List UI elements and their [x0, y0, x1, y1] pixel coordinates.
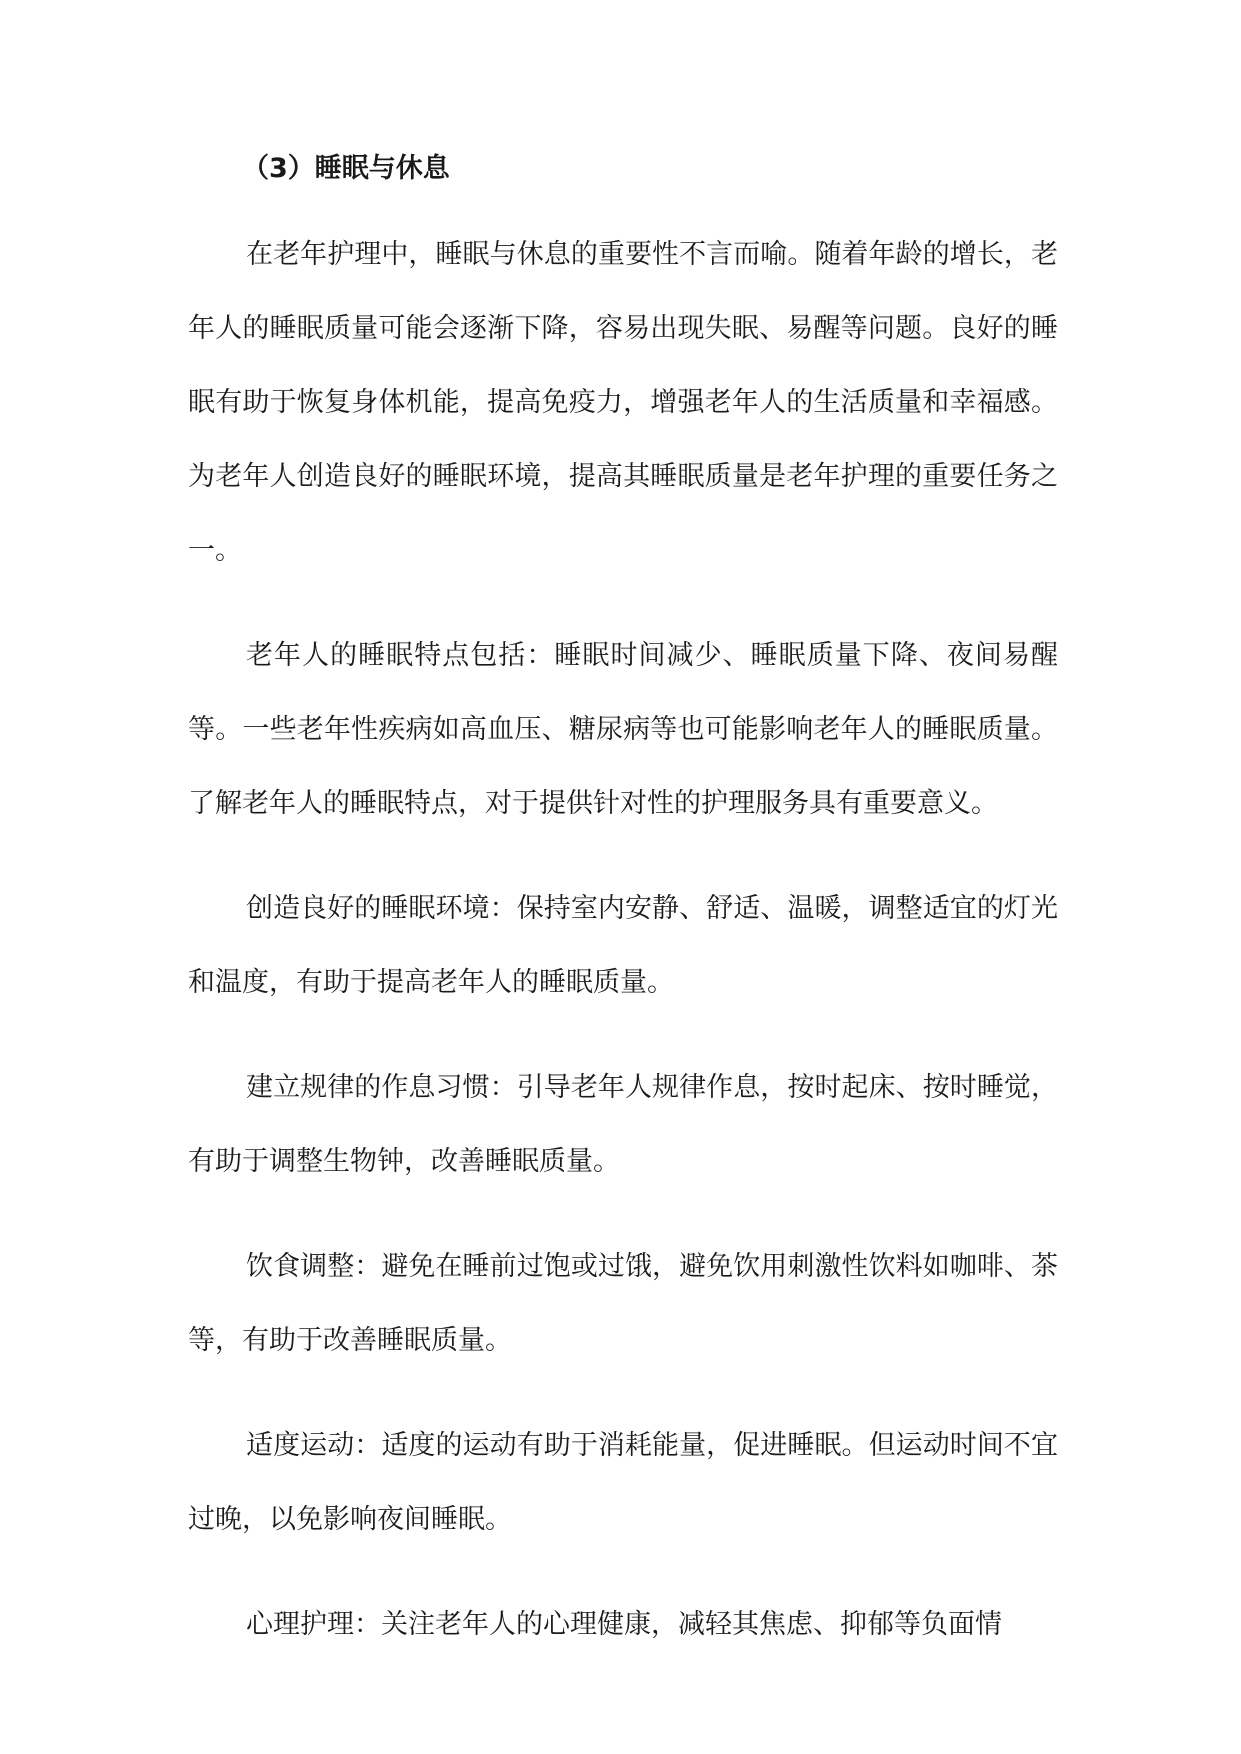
paragraph-sleep-characteristics: 老年人的睡眠特点包括：睡眠时间减少、睡眠质量下降、夜间易醒等。一些老年性疾病如高血压、糖尿病等也可能影响老年人的睡眠质量。了解老年人的睡眠特点，对于提供针对性的护理服务具有重要意义。 — [188, 640, 1058, 819]
document-body — [188, 146, 1058, 1662]
paragraph-sleep-environment: 创造良好的睡眠环境：保持室内安静、舒适、温暖，调整适宜的灯光和温度，有助于提高老年人的睡眠质量。 — [188, 893, 1058, 998]
paragraph-diet: 饮食调整：避免在睡前过饱或过饿，避免饮用刺激性饮料如咖啡、茶等，有助于改善睡眠质量。 — [188, 1251, 1058, 1356]
paragraph-exercise: 适度运动：适度的运动有助于消耗能量，促进睡眠。但运动时间不宜过晚，以免影响夜间睡眠。 — [188, 1430, 1058, 1535]
section-heading: （3）睡眠与休息 — [242, 153, 450, 184]
paragraph-intro: 在老年护理中，睡眠与休息的重要性不言而喻。随着年龄的增长，老年人的睡眠质量可能会逐渐下降，容易出现失眠、易醒等问题。良好的睡眠有助于恢复身体机能，提高免疫力，增强老年人的生活质量和幸福感。为老年人创造良好的睡眠环境，提高其睡眠质量是老年护理的重要任务之一。 — [188, 239, 1058, 566]
paragraph-psychological-care: 心理护理：关注老年人的心理健康，减轻其焦虑、抑郁等负面情 — [246, 1609, 1002, 1640]
paragraph-routine: 建立规律的作息习惯：引导老年人规律作息，按时起床、按时睡觉，有助于调整生物钟，改善睡眠质量。 — [188, 1072, 1058, 1177]
